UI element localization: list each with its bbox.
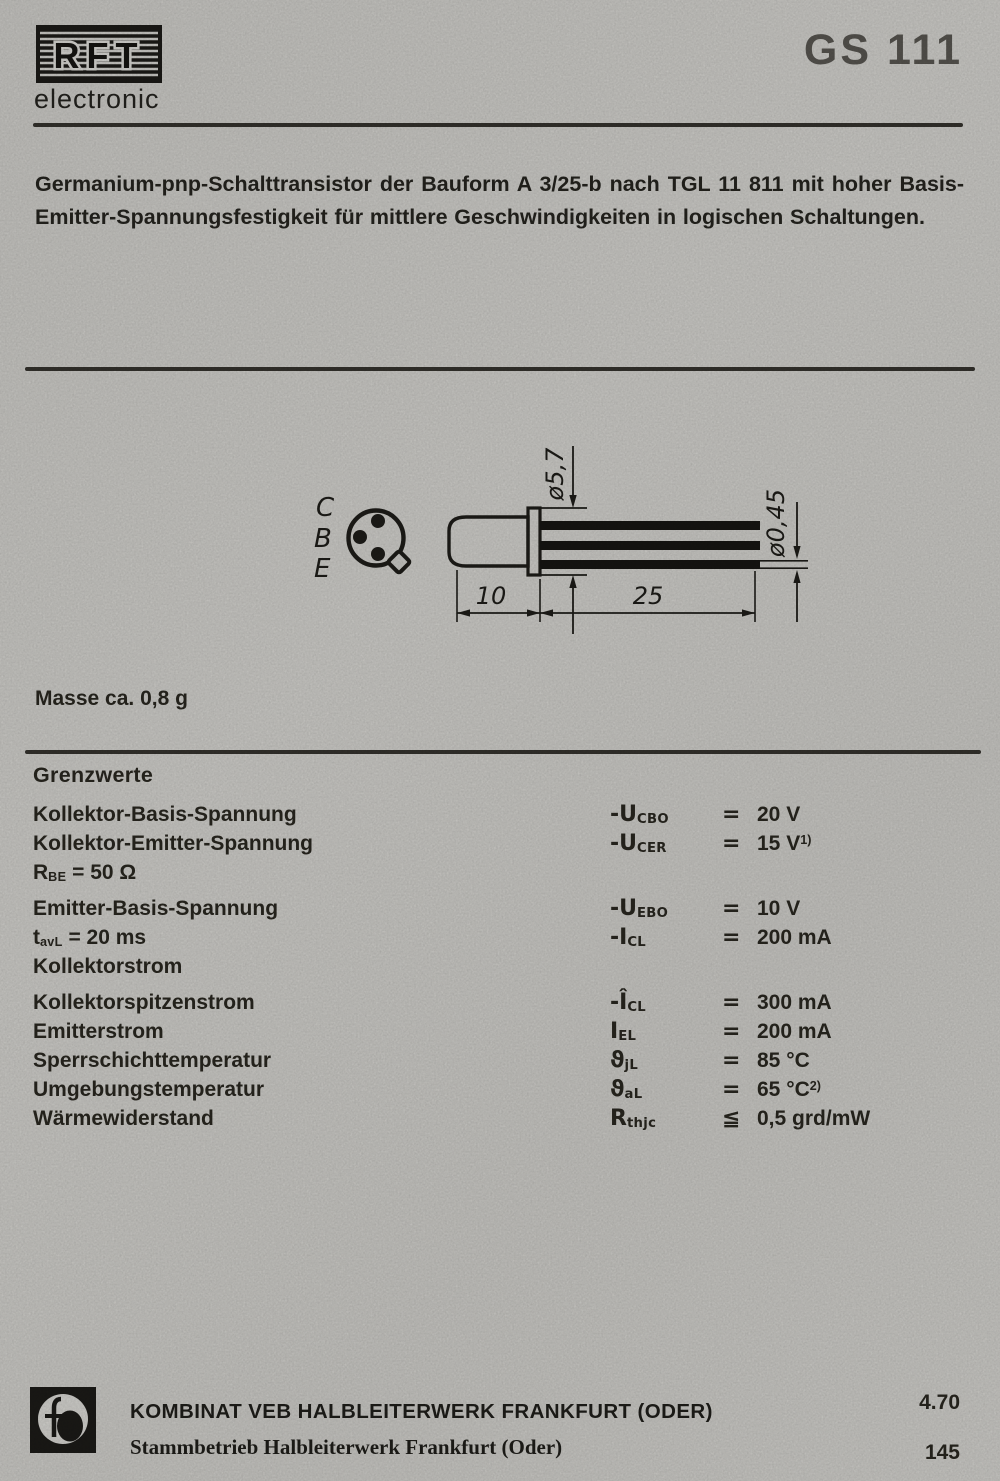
limit-value: 20 V bbox=[757, 803, 801, 826]
pin-label-b: B bbox=[314, 524, 332, 554]
limits-heading: Grenzwerte bbox=[33, 763, 154, 787]
limit-row bbox=[33, 1046, 967, 1075]
limit-row bbox=[33, 1075, 967, 1104]
limit-row bbox=[33, 800, 967, 829]
pin-dot-e bbox=[371, 547, 385, 561]
limit-label: Kollektor-Basis-Spannung bbox=[33, 803, 297, 826]
limit-value bbox=[757, 858, 967, 887]
section-rule-limits bbox=[25, 750, 981, 754]
pin-dot-b bbox=[353, 530, 367, 544]
limit-operator: = bbox=[722, 831, 741, 856]
dim-lengths bbox=[457, 570, 755, 622]
package-side-view bbox=[449, 508, 808, 575]
limit-operator: = bbox=[722, 990, 741, 1015]
mass-note: Masse ca. 0,8 g bbox=[35, 687, 188, 710]
limit-operator: = bbox=[722, 802, 741, 827]
limit-row bbox=[33, 894, 967, 923]
limit-symbol: $I_{EL}$ bbox=[610, 1019, 637, 1045]
limit-symbol: $ϑ_{aL}$ bbox=[610, 1077, 643, 1103]
lead-emitter bbox=[540, 560, 760, 569]
transistor-body bbox=[449, 517, 528, 566]
limit-symbol: $-U_{CER}$ bbox=[610, 831, 667, 857]
dim-lead-length-label: 25 bbox=[632, 582, 664, 610]
limit-symbol bbox=[610, 858, 722, 887]
dim-lead-label: ø0,45 bbox=[762, 488, 790, 558]
limit-group bbox=[33, 988, 967, 1133]
limit-label: Wärmewiderstand bbox=[33, 1107, 214, 1130]
rft-logo bbox=[36, 25, 162, 85]
limit-row bbox=[33, 952, 967, 981]
limit-operator: = bbox=[722, 1077, 741, 1102]
lead-base bbox=[540, 541, 760, 550]
part-number: GS 111 bbox=[803, 26, 963, 74]
section-rule-top bbox=[25, 367, 975, 371]
limit-operator: = bbox=[722, 1019, 741, 1044]
pin-label-e: E bbox=[314, 554, 331, 584]
limit-symbol: $-U_{CBO}$ bbox=[610, 802, 669, 828]
limits-table bbox=[33, 800, 967, 1133]
limit-operator: = bbox=[722, 925, 741, 950]
company-subline: Stammbetrieb Halbleiterwerk Frankfurt (Oder) bbox=[130, 1435, 563, 1459]
limit-label: Kollektorstrom bbox=[33, 955, 183, 978]
date-code: 4.70 bbox=[919, 1391, 960, 1414]
limit-operator bbox=[722, 858, 757, 887]
limit-operator: ≦ bbox=[722, 1106, 741, 1131]
pinout-bottom-view bbox=[349, 511, 411, 574]
limit-row bbox=[33, 1104, 967, 1133]
limit-value: 85 °C bbox=[757, 1049, 810, 1072]
limit-value: 200 mA bbox=[757, 1020, 832, 1043]
limit-row bbox=[33, 858, 967, 887]
description-paragraph bbox=[35, 168, 964, 234]
limit-label: Emitterstrom bbox=[33, 1020, 164, 1043]
limit-value bbox=[757, 952, 967, 981]
lead-collector bbox=[540, 521, 760, 530]
description-line-2: Emitter-Spannungsfestigkeit für mittlere Geschwindigkeiten in logischen Schaltungen. bbox=[35, 204, 925, 229]
company-name: KOMBINAT VEB HALBLEITERWERK FRANKFURT (ODER) bbox=[130, 1400, 713, 1423]
rft-logo-text: RFT bbox=[53, 35, 145, 76]
limit-value: 200 mA bbox=[757, 926, 832, 949]
package-drawing bbox=[280, 430, 830, 650]
limit-symbol bbox=[610, 952, 722, 981]
limit-value: 300 mA bbox=[757, 991, 832, 1014]
brand-subtitle: electronic bbox=[34, 84, 160, 114]
limit-label: $t_{avL} = 20$ ms bbox=[33, 926, 147, 950]
limit-label: Kollektorspitzenstrom bbox=[33, 991, 255, 1014]
limit-symbol: $-I_{CL}$ bbox=[610, 925, 647, 951]
limit-label: Umgebungstemperatur bbox=[33, 1078, 265, 1101]
limit-value: 10 V bbox=[757, 897, 801, 920]
dim-body-length-label: 10 bbox=[475, 582, 507, 610]
limit-symbol: $R_{thjc}$ bbox=[610, 1106, 657, 1132]
limit-label: Kollektor-Emitter-Spannung bbox=[33, 832, 314, 855]
limit-label: Emitter-Basis-Spannung bbox=[33, 897, 279, 920]
pin-dot-c bbox=[371, 514, 385, 528]
limit-value: 0,5 grd/mW bbox=[757, 1107, 871, 1130]
transistor-flange bbox=[528, 508, 540, 575]
pin-label-c: C bbox=[316, 493, 335, 523]
description-line-1: Germanium-pnp-Schalttransistor der Bauform A 3/25-b nach TGL 11 811 mit hoher Basis- bbox=[35, 171, 964, 196]
limit-group bbox=[33, 894, 967, 981]
limit-symbol: $ϑ_{jL}$ bbox=[610, 1048, 639, 1074]
limit-operator bbox=[722, 952, 757, 981]
limit-label: Sperrschichttemperatur bbox=[33, 1049, 272, 1072]
limit-operator: = bbox=[722, 896, 741, 921]
dim-flange-label: ø5,7 bbox=[541, 447, 569, 501]
limit-operator: = bbox=[722, 1048, 741, 1073]
page-number: 145 bbox=[924, 1441, 960, 1464]
limit-label: $R_{BE} = 50$ Ω bbox=[33, 861, 137, 885]
limit-symbol: $-U_{EBO}$ bbox=[610, 896, 669, 922]
limit-value: 15 $V^{1)}$ bbox=[757, 832, 812, 855]
limit-row bbox=[33, 829, 967, 858]
limit-symbol: $-Î_{CL}$ bbox=[610, 990, 647, 1016]
header-rule bbox=[33, 123, 963, 127]
limit-value: 65 $^\circ C^{2)}$ bbox=[757, 1078, 821, 1101]
limit-row bbox=[33, 923, 967, 952]
limit-row bbox=[33, 1017, 967, 1046]
limit-row bbox=[33, 988, 967, 1017]
hfo-logo bbox=[30, 1387, 96, 1453]
limit-group bbox=[33, 800, 967, 887]
dim-lead-diameter bbox=[762, 489, 801, 622]
